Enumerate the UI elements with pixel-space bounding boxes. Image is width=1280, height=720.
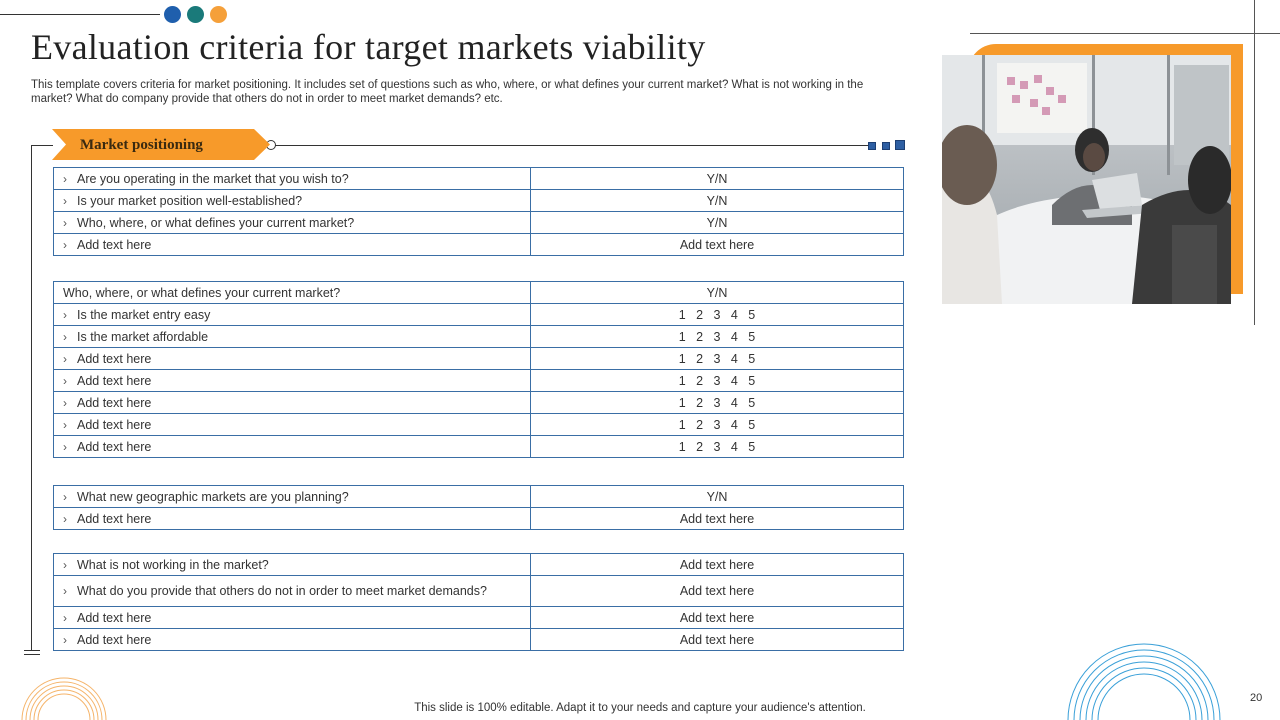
section-tag-label: Market positioning	[80, 137, 203, 153]
chevron-right-icon: ›	[63, 237, 67, 252]
photo-frame-line	[970, 33, 1280, 34]
decor-dot-blue	[164, 6, 181, 23]
table-row	[54, 326, 904, 348]
rating-scale: 1 2 3 4 5	[531, 414, 904, 436]
decor-square	[882, 142, 890, 150]
market-gaps-table	[53, 553, 904, 651]
table-row	[54, 486, 904, 508]
table-row	[54, 212, 904, 234]
rating-scale: 1 2 3 4 5	[531, 436, 904, 458]
answer-cell: Y/N	[531, 190, 904, 212]
answer-cell: Y/N	[531, 168, 904, 190]
slide-subtitle: This template covers criteria for market positioning. It includes set of questions such as who, where, or what defines your current market? What is not working in the market? What do company provide that others do not in order to meet market demands? etc.	[31, 79, 864, 105]
chevron-right-icon: ›	[63, 215, 67, 230]
header-answer: Y/N	[531, 282, 904, 304]
table-row	[54, 234, 904, 256]
answer-cell: Add text here	[531, 576, 904, 607]
question-text: What is not working in the market?	[77, 557, 269, 572]
rating-scale: 1 2 3 4 5	[531, 304, 904, 326]
table-row	[54, 436, 904, 458]
chevron-right-icon: ›	[63, 439, 67, 454]
table-row	[54, 508, 904, 530]
question-text: Who, where, or what defines your current market?	[77, 215, 355, 230]
answer-cell: Add text here	[531, 554, 904, 576]
decor-dot-teal	[187, 6, 204, 23]
question-text: Are you operating in the market that you wish to?	[77, 171, 349, 186]
question-text: What new geographic markets are you planning?	[77, 489, 349, 504]
photo-frame-line	[1254, 0, 1255, 325]
chevron-right-icon: ›	[63, 511, 67, 526]
question-text: Is your market position well-established?	[77, 193, 303, 208]
meeting-photo-illustration	[942, 55, 1231, 304]
table-row	[54, 414, 904, 436]
question-text: Add text here	[77, 610, 152, 625]
slide-footer: This slide is 100% editable. Adapt it to your needs and capture your audience's attention.	[414, 702, 866, 714]
section-bracket-foot	[24, 654, 40, 655]
decor-square	[868, 142, 876, 150]
decor-square	[895, 140, 905, 150]
chevron-right-icon: ›	[63, 171, 67, 186]
question-text: Add text here	[77, 373, 152, 388]
positioning-table	[53, 167, 904, 256]
table-row	[54, 168, 904, 190]
table-row	[54, 554, 904, 576]
page-number: 20	[1250, 692, 1263, 704]
question-text: Is the market affordable	[77, 329, 209, 344]
section-header-line	[272, 145, 870, 146]
chevron-right-icon: ›	[63, 193, 67, 208]
chevron-right-icon: ›	[63, 351, 67, 366]
chevron-right-icon: ›	[63, 395, 67, 410]
question-text: Is the market entry easy	[77, 307, 211, 322]
chevron-right-icon: ›	[63, 373, 67, 388]
chevron-right-icon: ›	[63, 307, 67, 322]
question-text: Add text here	[77, 632, 152, 647]
table-row	[54, 304, 904, 326]
question-text: Add text here	[77, 439, 152, 454]
table-row	[54, 607, 904, 629]
chevron-right-icon: ›	[63, 417, 67, 432]
question-text: Add text here	[77, 395, 152, 410]
chevron-right-icon: ›	[63, 489, 67, 504]
top-divider-line	[0, 14, 160, 15]
header-question: Who, where, or what defines your current market?	[54, 282, 531, 304]
answer-cell: Y/N	[531, 212, 904, 234]
answer-cell: Add text here	[531, 607, 904, 629]
question-text: Add text here	[77, 237, 152, 252]
table-row	[54, 576, 904, 607]
table-row	[54, 392, 904, 414]
table-header-row	[54, 282, 904, 304]
chevron-right-icon: ›	[63, 557, 67, 572]
rating-scale: 1 2 3 4 5	[531, 370, 904, 392]
answer-cell: Add text here	[531, 234, 904, 256]
chevron-right-icon: ›	[63, 610, 67, 625]
table-row	[54, 348, 904, 370]
question-text: Add text here	[77, 511, 152, 526]
section-bracket-top	[31, 145, 53, 146]
slide-title: Evaluation criteria for target markets viability	[31, 27, 706, 67]
rating-scale: 1 2 3 4 5	[531, 326, 904, 348]
chevron-right-icon: ›	[63, 632, 67, 647]
answer-cell: Add text here	[531, 629, 904, 651]
chevron-right-icon: ›	[63, 584, 67, 598]
section-bracket-foot	[24, 650, 40, 651]
answer-cell: Y/N	[531, 486, 904, 508]
meeting-photo	[942, 55, 1231, 304]
section-bracket-line	[31, 145, 32, 650]
rating-scale: 1 2 3 4 5	[531, 392, 904, 414]
answer-cell: Add text here	[531, 508, 904, 530]
question-text: Add text here	[77, 417, 152, 432]
decor-dot-orange	[210, 6, 227, 23]
market-rating-table	[53, 281, 904, 458]
question-text: What do you provide that others do not in order to meet market demands?	[77, 584, 487, 598]
table-row	[54, 629, 904, 651]
table-row	[54, 370, 904, 392]
rating-scale: 1 2 3 4 5	[531, 348, 904, 370]
table-row	[54, 190, 904, 212]
chevron-right-icon: ›	[63, 329, 67, 344]
geographic-table	[53, 485, 904, 530]
question-text: Add text here	[77, 351, 152, 366]
